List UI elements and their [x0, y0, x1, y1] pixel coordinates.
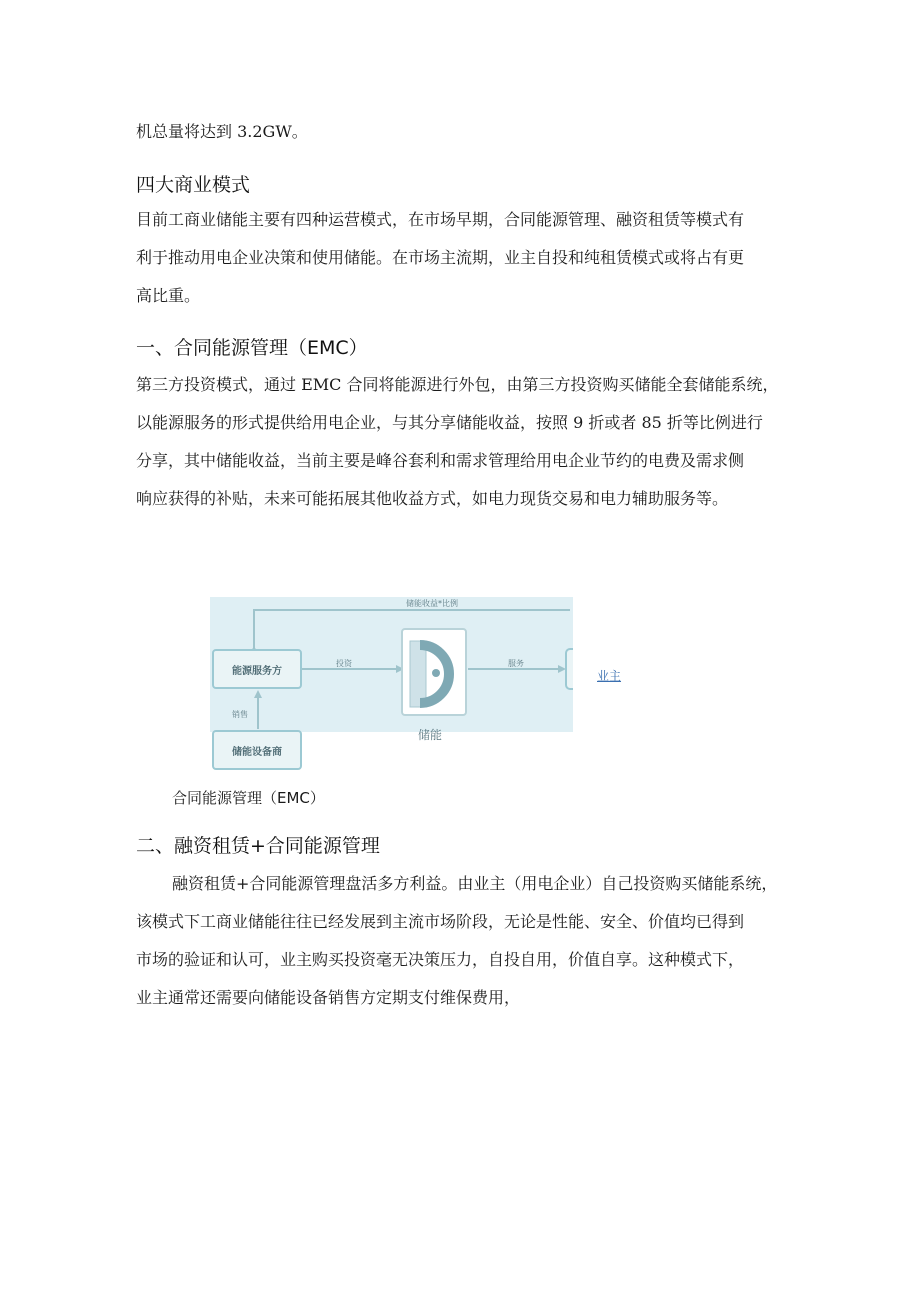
paragraph-line: 市场的验证和认可，业主购买投资毫无决策压力，自投自用，价值自享。这种模式下，: [136, 950, 745, 969]
paragraph-line: 分享，其中储能收益，当前主要是峰谷套利和需求管理给用电企业节约的电费及需求侧: [136, 451, 745, 470]
paragraph-line: 业主通常还需要向储能设备销售方定期支付维保费用，: [136, 988, 521, 1007]
storage-label: 储能: [418, 728, 443, 742]
section-heading-lease-emc: 二、融资租赁+合同能源管理: [136, 835, 380, 857]
invest-label: 投资: [336, 659, 352, 668]
sales-label: 销售: [232, 710, 248, 719]
diagram-caption: 合同能源管理（EMC）: [172, 789, 325, 807]
paragraph-line: 该模式下工商业储能往往已经发展到主流市场阶段，无论是性能、安全、价值均已得到: [136, 912, 745, 931]
section-heading-emc: 一、合同能源管理（EMC）: [136, 337, 368, 359]
service-label: 服务: [508, 659, 524, 668]
paragraph-line: 以能源服务的形式提供给用电企业，与其分享储能收益，按照 9 折或者 85 折等比例进行: [136, 413, 763, 432]
emc-diagram: [210, 597, 573, 732]
equipment-vendor-box: 储能设备商: [212, 730, 302, 770]
paragraph-line: 机总量将达到 3.2GW。: [136, 122, 308, 141]
section-heading-business-models: 四大商业模式: [136, 174, 251, 196]
paragraph-line: 融资租赁+合同能源管理盘活多方利益。由业主（用电企业）自己投资购买储能系统，: [172, 874, 778, 893]
paragraph-line: 第三方投资模式，通过 EMC 合同将能源进行外包，由第三方投资购买储能全套储能系统，: [136, 375, 779, 394]
paragraph-line: 利于推动用电企业决策和使用储能。在市场主流期，业主自投和纯租赁模式或将占有更: [136, 248, 745, 267]
paragraph-line: 目前工商业储能主要有四种运营模式，在市场早期，合同能源管理、融资租赁等模式有: [136, 210, 745, 229]
paragraph-line: 高比重。: [136, 286, 201, 305]
owner-link[interactable]: 业主: [597, 669, 622, 683]
energy-service-box: 能源服务方: [212, 649, 302, 689]
owner-box-edge: [566, 649, 573, 689]
paragraph-line: 响应获得的补贴，未来可能拓展其他收益方式，如电力现货交易和电力辅助服务等。: [136, 489, 729, 508]
share-label: 储能收益*比例: [406, 599, 458, 608]
